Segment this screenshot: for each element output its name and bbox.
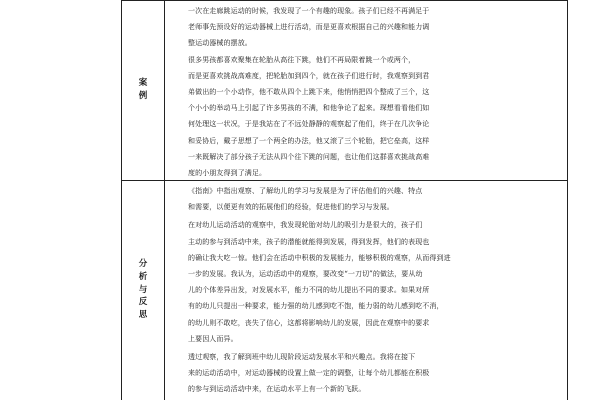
case-content — [174, 3, 562, 181]
text-line: 主动的参与到活动中来，孩子的潜能就能得到发展，得到发挥，他们的表现也 — [188, 237, 430, 246]
text-line: 一步的发展。我认为，运动活动中的观察，要改变“一刀切”的做法，要从幼 — [188, 270, 423, 279]
analysis-paragraph — [174, 349, 562, 398]
text-line: 《指南》中指出观察、了解幼儿的学习与发展是为了评估他们的兴趣、特点 — [188, 187, 423, 195]
text-line: 和需要，以便更有效的拓展他们的经验，促进他们的学习与发展。 — [188, 203, 394, 212]
analysis-paragraph — [174, 217, 562, 347]
text-line: 个小小的举动马上引起了许多男孩的不满，和他争论了起来。琛想看看他们如 — [188, 104, 430, 113]
text-line: 儿的个体差异出发，对发展水平，能力不同的幼儿提出不同的要求。如果对所 — [188, 286, 430, 295]
text-line: 很多男孩都喜欢聚集在轮胎从高往下跳，他们不再局限着跳一个或两个， — [188, 55, 416, 64]
column-divider — [164, 0, 165, 400]
text-line: 度的小朋友得到了满足。 — [188, 169, 267, 178]
text-line: 一次在走廊跳运动的时候，我发现了一个有趣的现象。孩子们已经不再满足于 — [188, 7, 430, 15]
table-top-border — [122, 0, 567, 1]
text-line: 一来既解决了部分孩子无法从四个往下跳的问题，也让他们这群喜欢挑战高难 — [188, 152, 430, 161]
text-line: 透过观察，我了解到班中幼儿现阶段运动发展水平和兴趣点。我将在接下 — [188, 353, 416, 362]
text-line: 的幼儿则不敢吃，丧失了信心，这都将影响幼儿的发展，因此在观察中的要求 — [188, 318, 430, 327]
label-char: 与 — [138, 284, 148, 295]
text-line: 在对幼儿运动活动的观察中，我发现轮胎对幼儿的吸引力是很大的，孩子们 — [188, 221, 423, 230]
text-line: 有的幼儿只提出一种要求，能力强的幼儿感到吃不饱，能力弱的幼儿感到吃不消， — [188, 302, 444, 311]
analysis-content — [174, 183, 562, 398]
text-line: 何处理这一状况，于是我站在了不远处静静的观察起了他们，终于在几次争论 — [188, 120, 430, 129]
text-line: 上要因人而异。 — [188, 334, 238, 343]
label-char: 分 — [138, 259, 148, 270]
text-line: 整运动器械的摆放。 — [188, 39, 252, 48]
label-char: 析 — [138, 271, 148, 282]
case-table — [121, 0, 568, 400]
analysis-label — [122, 180, 164, 400]
text-line: 而是更喜欢挑战高难度，把轮胎加到四个，就在孩子们进行时，我观察到到君 — [188, 71, 430, 80]
text-line: 老师事先预设好的运动器械上进行活动，而是更喜欢根据自己的兴趣和能力调 — [188, 23, 430, 32]
label-char: 案 — [138, 78, 148, 89]
text-line: 的参与到运动活动中来，在运动水平上有一个新的飞跃。 — [188, 385, 366, 394]
analysis-paragraph — [174, 183, 562, 215]
text-line: 来的运动活动中，对运动器械的设置上做一定的调整，让每个幼儿都能在积极 — [188, 369, 430, 378]
label-char: 反 — [138, 297, 148, 308]
case-label — [122, 0, 164, 180]
text-line: 和妥协后，戴子思想了一个两全的办法，他又滚了三个轮胎，把它垒高，这样 — [188, 136, 430, 145]
text-line: 弟做出的一个小动作，他不敢从四个上跳下来，他悄悄把四个整成了三个，这 — [188, 88, 430, 97]
case-paragraph — [174, 52, 562, 182]
label-char: 例 — [138, 91, 148, 101]
label-char: 思 — [138, 310, 148, 321]
case-paragraph — [174, 3, 562, 52]
text-line: 的确让我大吃一惊。他们会在活动中积极的发展能力，能够积极的观察，从而得到进 — [188, 253, 451, 262]
